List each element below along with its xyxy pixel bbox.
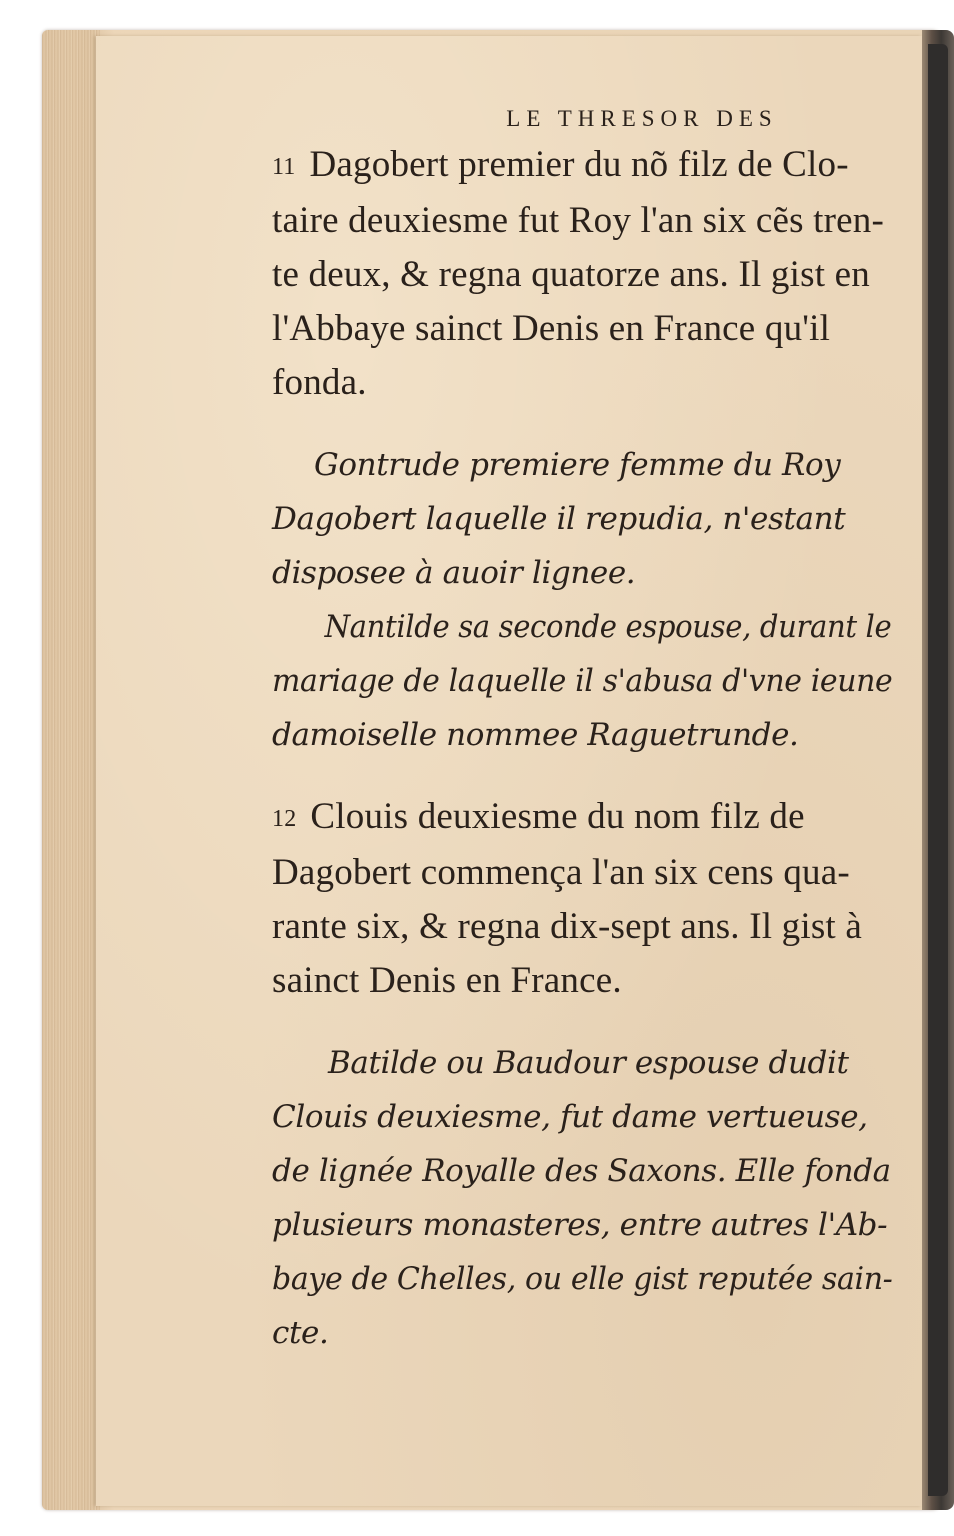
text-line: Dagobert laquelle il repudia, n'estant xyxy=(272,501,846,537)
book-cover-edge xyxy=(922,30,954,1510)
text-line: sainct Denis en France. xyxy=(272,960,622,1001)
text-line: de lignée Royalle des Saxons. Elle fonda xyxy=(272,1153,891,1189)
entry-number: 12 xyxy=(272,806,297,832)
entry-number: 11 xyxy=(272,154,296,180)
text-line: plusieurs monasteres, entre autres l'Ab- xyxy=(272,1207,888,1243)
entry-nantilde xyxy=(272,600,892,762)
text-line: te deux, & regna quatorze ans. Il gist en xyxy=(272,254,870,295)
entry-batilde xyxy=(272,1036,892,1360)
text-line: fonda. xyxy=(272,362,367,403)
text-line: 11 Dagobert premier du nõ filz de Clo- xyxy=(272,144,849,185)
text-line: taire deuxiesme fut Roy l'an six cẽs tren- xyxy=(272,200,885,241)
text-line: l'Abbaye sainct Denis en France qu'il xyxy=(272,308,831,349)
text-line: Batilde ou Baudour espouse dudit xyxy=(328,1045,849,1081)
text-line: mariage de laquelle il s'abusa d'vne ieune xyxy=(272,663,893,699)
cover-board xyxy=(928,44,948,1496)
text-line: cte. xyxy=(272,1315,329,1351)
text-line: damoiselle nommee Raguetrunde. xyxy=(272,717,799,753)
entry-12 xyxy=(272,790,892,1008)
page-text xyxy=(272,104,892,1360)
entry-gontrude xyxy=(272,438,892,600)
text-line: 12 Clouis deuxiesme du nom filz de xyxy=(272,796,805,837)
entry-11 xyxy=(272,138,892,410)
text-line: Clouis deuxiesme, fut dame vertueuse, xyxy=(272,1099,868,1135)
text-line: rante six, & regna dix-sept ans. Il gist à xyxy=(272,906,862,947)
text-line: Gontrude premiere femme du Roy xyxy=(314,447,841,483)
text-line: Dagobert commença l'an six cens qua- xyxy=(272,852,850,893)
text-line: baye de Chelles, ou elle gist reputée sain- xyxy=(272,1261,893,1297)
running-head: LE THRESOR DES xyxy=(506,106,778,131)
page-edges xyxy=(42,30,100,1510)
text-line: disposee à auoir lignee. xyxy=(272,555,636,591)
text-line: Nantilde sa seconde espouse, durant le xyxy=(324,609,892,645)
